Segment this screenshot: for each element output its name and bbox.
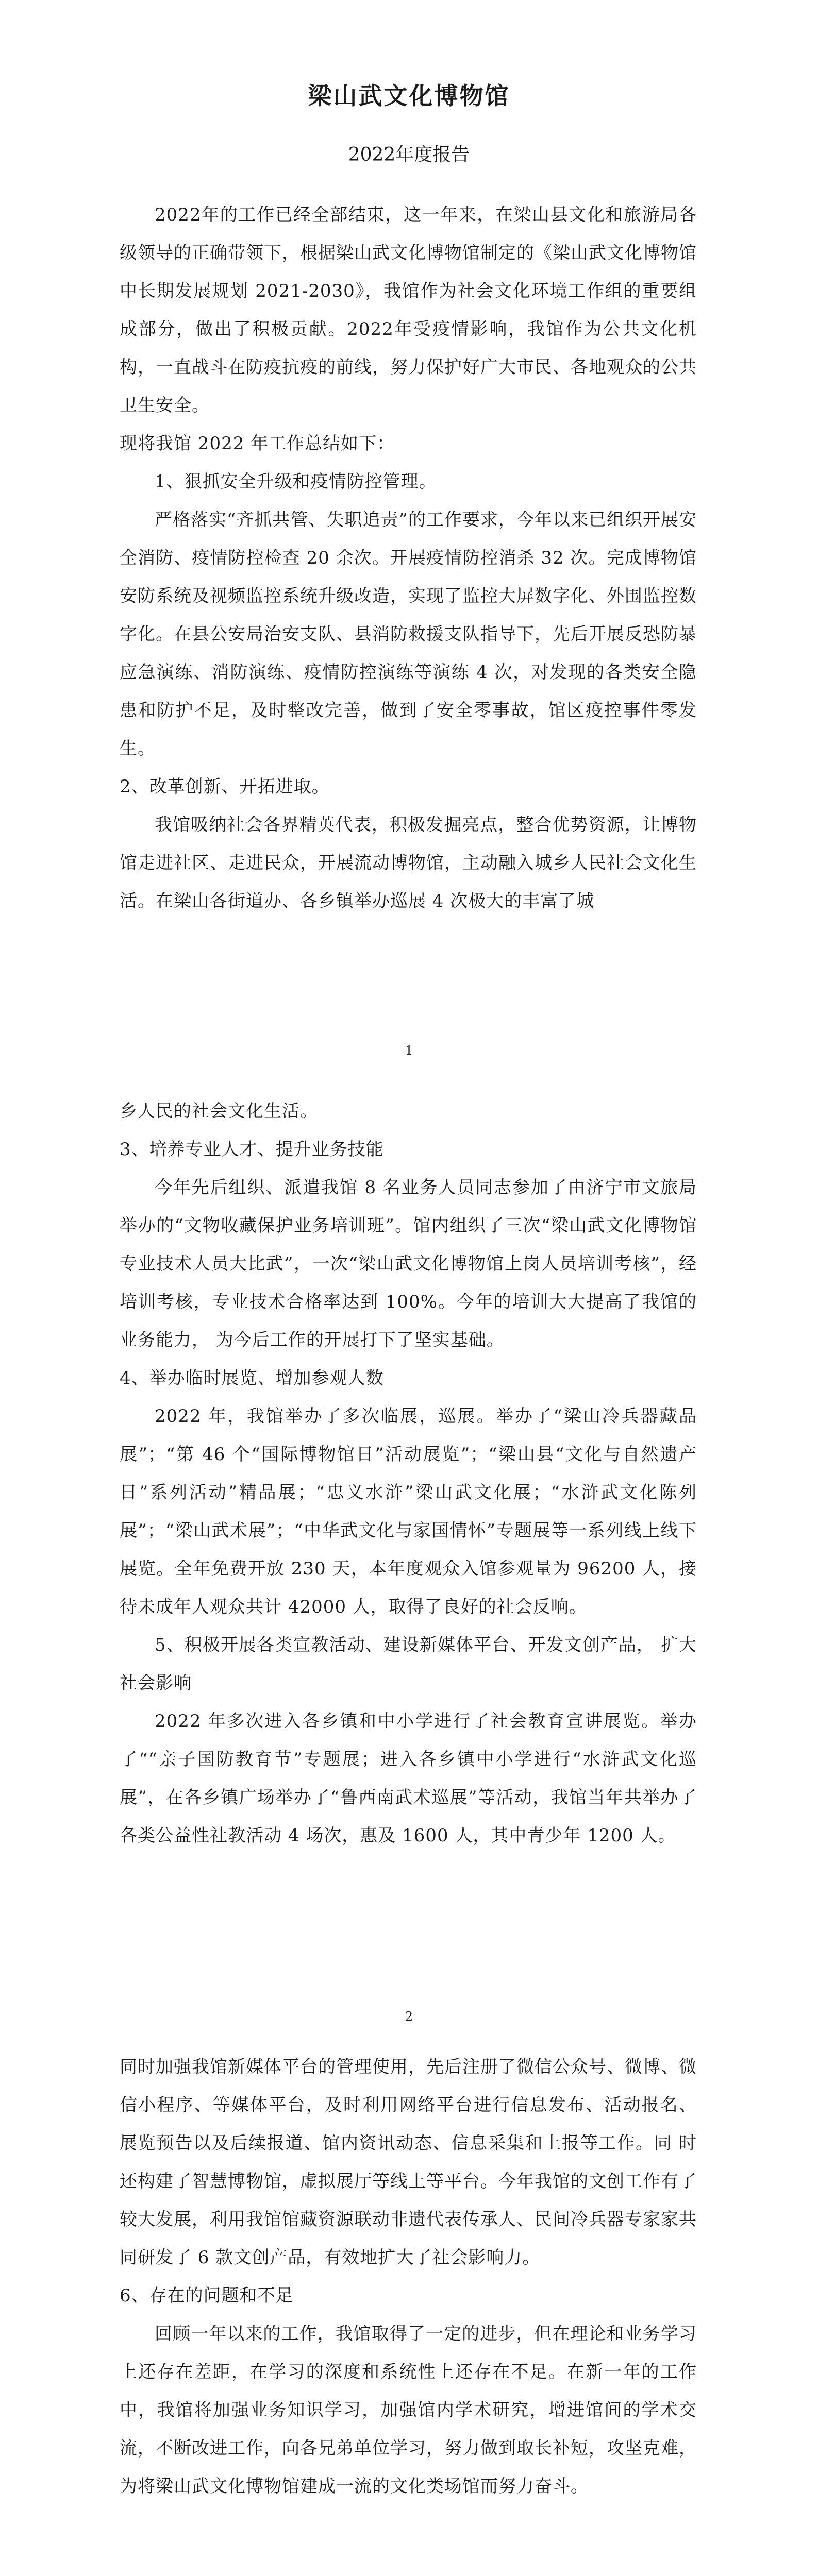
intro-paragraph: 2022年的工作已经全部结束，这一年来，在梁山县文化和旅游局各级领导的正确带领下，根据梁山武文化博物馆制定的《梁山武文化博物馆中长期发展规划 2021-2030》，我馆作为社会文化环境工作组的重要组成部分，做出了积极贡献。2022年受疫情影响，我馆作为公共文化机构，一直战斗在防疫抗疫的前线，努力保护好广大市民、各地观众的公共卫生安全。 [120,205,697,416]
page-3-content [120,2048,697,2505]
section-4-heading: 4、举办临时展览、增加参观人数 [120,1368,384,1388]
section-3-heading: 3、培养专业人才、提升业务技能 [120,1139,384,1160]
summary-lead: 现将我馆 2022 年工作总结如下： [120,433,395,454]
section-1-heading: 1、狠抓安全升级和疫情防控管理。 [155,471,437,492]
document-subtitle: 2022年度报告 [348,144,470,165]
section-2-body-continued: 乡人民的社会文化生活。 [120,1101,318,1122]
document-title: 梁山武文化博物馆 [308,82,510,110]
section-2-heading: 2、改革创新、开拓进取。 [120,776,330,797]
section-4-body: 2022 年，我馆举办了多次临展，巡展。举办了“梁山冷兵器藏品展”；“第 46 个“国际博物馆日”活动展览”；“梁山县“文化与自然遗产日”系列活动”精品展；“忠义水浒”梁山武文化展；“水浒武文化陈列展”；“梁山武术展”；“中华武文化与家国情怀”专题展等一系列线上线下展览。全年免费开放 230 天，本年度观众入馆参观量为 96200 人，接待未成年人观众共计 42000 人，取得了良好的社会反响。 [120,1406,697,1617]
section-2-body: 我馆吸纳社会各界精英代表，积极发掘亮点，整合优势资源，让博物馆走进社区、走进民众，开展流动博物馆，主动融入城乡人民社会文化生活。在梁山各街道办、各乡镇举办巡展 4 次极大的丰富了城 [120,815,697,911]
section-6-body: 回顾一年以来的工作，我馆取得了一定的进步，但在理论和业务学习上还存在差距，在学习的深度和系统性上还存在不足。在新一年的工作中，我馆将加强业务知识学习，加强馆内学术研究，增进馆间的学术交流，不断改进工作，向各兄弟单位学习，努力做到取长补短，攻坚克难，为将梁山武文化博物馆建成一流的文化类场馆而努力奋斗。 [120,2324,697,2497]
section-3-body: 今年先后组织、派遣我馆 8 名业务人员同志参加了由济宁市文旅局举办的“文物收藏保护业务培训班”。馆内组织了三次“梁山武文化博物馆专业技术人员大比武”，一次“梁山武文化博物馆上岗人员培训考核”，经培训考核，专业技术合格率达到 100%。今年的培训大大提高了我馆的业务能力， 为今后工作的开展打下了坚实基础。 [120,1177,697,1350]
section-6-heading: 6、存在的问题和不足 [120,2285,294,2306]
section-1-body: 严格落实“齐抓共管、失职追责”的工作要求，今年以来已组织开展安全消防、疫情防控检查 20 余次。开展疫情防控消杀 32 次。完成博物馆安防系统及视频监控系统升级改造，实现了监控大屏数字化、外围监控数字化。在县公安局治安支队、县消防救援支队指导下，先后开展反恐防暴应急演练、消防演练、疫情防控演练等演练 4 次，对发现的各类安全隐患和防护不足，及时整改完善，做到了安全零事故，馆区疫控事件零发生。 [120,510,697,759]
page-number-2: 2 [405,2009,413,2024]
page-2-content [120,1092,697,1855]
section-5-heading: 5、积极开展各类宣教活动、建设新媒体平台、开发文创产品， 扩大社会影响 [120,1635,697,1693]
page-number-1: 1 [405,1043,413,1058]
page-1-content [120,196,697,920]
section-5-body: 2022 年多次进入各乡镇和中小学进行了社会教育宣讲展览。举办了““亲子国防教育节”专题展；进入各乡镇中小学进行“水浒武文化巡展”，在各乡镇广场举办了“鲁西南武术巡展”等活动，我馆当年共举办了各类公益性社教活动 4 场次，惠及 1600 人，其中青少年 1200 人。 [120,1711,697,1846]
section-5-body-part-2: 同时加强我馆新媒体平台的管理使用，先后注册了微信公众号、微博、微信小程序、等媒体平台，及时利用网络平台进行信息发布、活动报名、 展览预告以及后续报道、馆内资讯动态、信息采集和上报等工作。同 时还构建了智慧博物馆，虚拟展厅等线上等平台。今年我馆的文创工作有了较大发展，利用我馆馆藏资源联动非遗代表传承人、民间冷兵器专家家共同研发了 6 款文创产品，有效地扩大了社会影响力。 [120,2057,697,2268]
